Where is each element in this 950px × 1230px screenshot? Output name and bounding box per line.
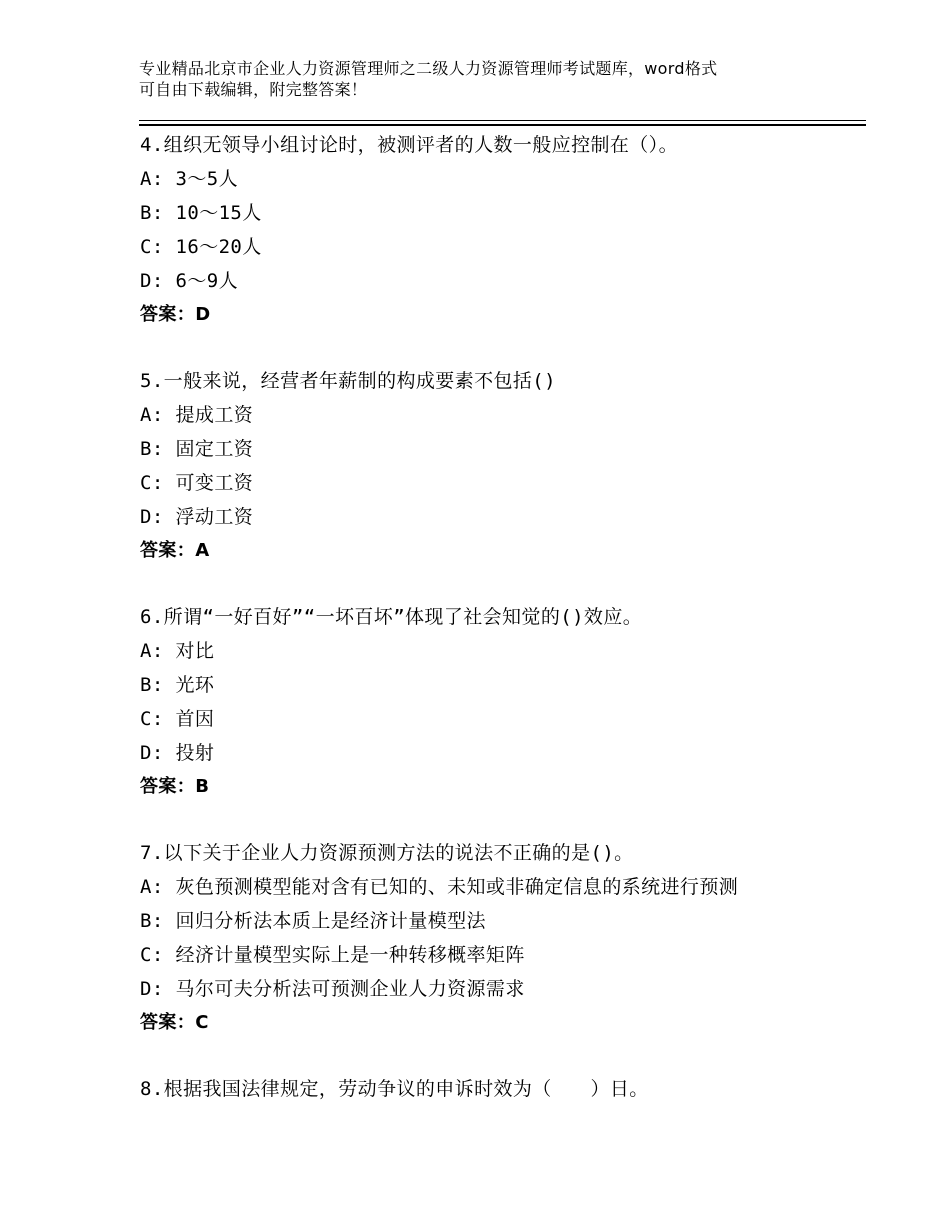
question-stem: 4.组织无领导小组讨论时，被测评者的人数一般应控制在（）。 xyxy=(140,134,678,156)
option-c: C: 16～20人 xyxy=(140,236,262,258)
option-a: A: 提成工资 xyxy=(140,404,254,426)
question-6 xyxy=(140,600,840,804)
option-b: B: 固定工资 xyxy=(140,438,254,460)
option-a: A: 3～5人 xyxy=(140,168,238,190)
question-7 xyxy=(140,836,840,1040)
option-d: D: 投射 xyxy=(140,742,215,764)
header-rule-thick xyxy=(139,124,866,126)
option-d: D: 6～9人 xyxy=(140,270,238,292)
question-stem: 5.一般来说，经营者年薪制的构成要素不包括() xyxy=(140,370,556,392)
option-d: D: 浮动工资 xyxy=(140,506,254,528)
option-c: C: 经济计量模型实际上是一种转移概率矩阵 xyxy=(140,944,525,966)
question-5 xyxy=(140,364,840,568)
answer: 答案：C xyxy=(140,1012,209,1033)
option-c: C: 首因 xyxy=(140,708,215,730)
answer: 答案：B xyxy=(140,776,210,797)
header-rule-thin xyxy=(139,120,866,121)
question-stem: 6.所谓“一好百好”“一坏百坏”体现了社会知觉的()效应。 xyxy=(140,606,643,628)
option-b: B: 光环 xyxy=(140,674,215,696)
question-8 xyxy=(140,1072,840,1106)
answer: 答案：D xyxy=(140,304,211,325)
header-line-2: 可自由下载编辑，附完整答案！ xyxy=(139,80,368,99)
option-d: D: 马尔可夫分析法可预测企业人力资源需求 xyxy=(140,978,525,1000)
option-a: A: 灰色预测模型能对含有已知的、未知或非确定信息的系统进行预测 xyxy=(140,876,739,898)
question-list xyxy=(140,128,840,1138)
question-4 xyxy=(140,128,840,332)
answer: 答案：A xyxy=(140,540,210,561)
header-line-1: 专业精品北京市企业人力资源管理师之二级人力资源管理师考试题库，word格式 xyxy=(139,59,718,78)
option-c: C: 可变工资 xyxy=(140,472,254,494)
option-b: B: 回归分析法本质上是经济计量模型法 xyxy=(140,910,486,932)
document-header xyxy=(139,58,839,100)
option-b: B: 10～15人 xyxy=(140,202,262,224)
question-stem: 8.根据我国法律规定，劳动争议的申诉时效为（ ）日。 xyxy=(140,1078,649,1100)
question-stem: 7.以下关于企业人力资源预测方法的说法不正确的是()。 xyxy=(140,842,634,864)
option-a: A: 对比 xyxy=(140,640,215,662)
